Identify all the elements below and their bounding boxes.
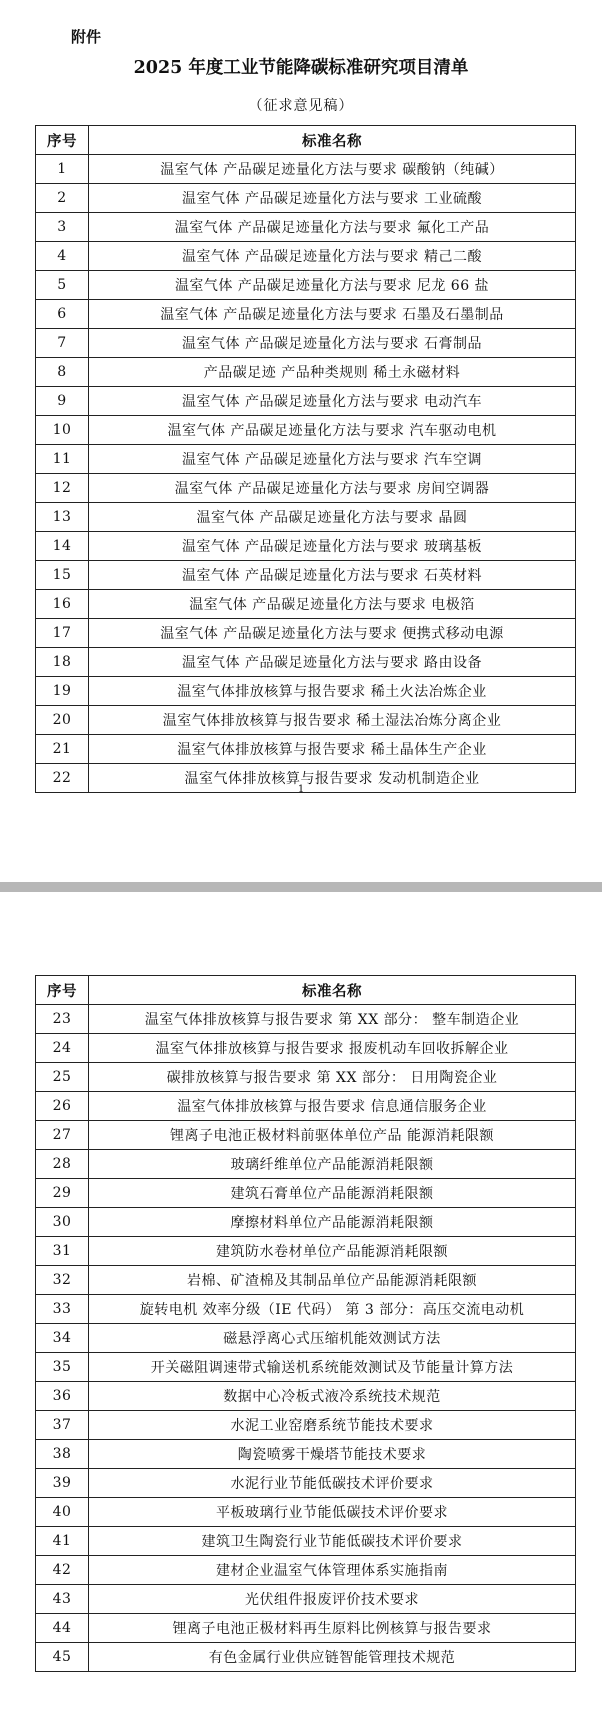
standard-name-cell: 温室气体 产品碳足迹量化方法与要求 工业硫酸	[89, 184, 576, 213]
header-serial-number: 序号	[36, 976, 89, 1005]
serial-number-cell: 31	[36, 1237, 89, 1266]
serial-number-cell: 26	[36, 1092, 89, 1121]
table-row	[36, 1411, 576, 1440]
serial-number-cell: 39	[36, 1469, 89, 1498]
serial-number-cell: 28	[36, 1150, 89, 1179]
table-row	[36, 590, 576, 619]
table-row	[36, 1121, 576, 1150]
standard-name-cell: 温室气体排放核算与报告要求 稀土晶体生产企业	[89, 735, 576, 764]
serial-number-cell: 14	[36, 532, 89, 561]
table-row	[36, 1643, 576, 1672]
table-row	[36, 1614, 576, 1643]
standard-name-cell: 建筑防水卷材单位产品能源消耗限额	[89, 1237, 576, 1266]
table-row	[36, 1295, 576, 1324]
page-number: 1	[297, 784, 305, 795]
serial-number-cell: 24	[36, 1034, 89, 1063]
table-row	[36, 1469, 576, 1498]
table-row	[36, 300, 576, 329]
table-row	[36, 532, 576, 561]
standard-name-cell: 温室气体排放核算与报告要求 发动机制造企业	[89, 764, 576, 793]
table-row	[36, 1527, 576, 1556]
serial-number-cell: 44	[36, 1614, 89, 1643]
serial-number-cell: 30	[36, 1208, 89, 1237]
table-row	[36, 1382, 576, 1411]
table-header-row	[36, 976, 576, 1005]
table-row	[36, 213, 576, 242]
table-row	[36, 242, 576, 271]
standard-name-cell: 温室气体 产品碳足迹量化方法与要求 精己二酸	[89, 242, 576, 271]
table-row	[36, 561, 576, 590]
table-row	[36, 1324, 576, 1353]
document-title: 2025 年度工业节能降碳标准研究项目清单	[133, 58, 469, 78]
serial-number-cell: 19	[36, 677, 89, 706]
standard-name-cell: 温室气体 产品碳足迹量化方法与要求 石墨及石墨制品	[89, 300, 576, 329]
serial-number-cell: 16	[36, 590, 89, 619]
standard-name-cell: 温室气体 产品碳足迹量化方法与要求 碳酸钠（纯碱）	[89, 155, 576, 184]
page-separator	[0, 850, 602, 906]
standard-name-cell: 玻璃纤维单位产品能源消耗限额	[89, 1150, 576, 1179]
standard-name-cell: 温室气体排放核算与报告要求 信息通信服务企业	[89, 1092, 576, 1121]
serial-number-cell: 23	[36, 1005, 89, 1034]
serial-number-cell: 3	[36, 213, 89, 242]
header-serial-number: 序号	[36, 126, 89, 155]
serial-number-cell: 37	[36, 1411, 89, 1440]
standard-name-cell: 温室气体排放核算与报告要求 稀土湿法冶炼分离企业	[89, 706, 576, 735]
table-row	[36, 184, 576, 213]
serial-number-cell: 15	[36, 561, 89, 590]
standard-name-cell: 水泥工业窑磨系统节能技术要求	[89, 1411, 576, 1440]
standard-name-cell: 温室气体 产品碳足迹量化方法与要求 汽车空调	[89, 445, 576, 474]
table-row	[36, 1440, 576, 1469]
header-standard-name: 标准名称	[89, 976, 576, 1005]
serial-number-cell: 8	[36, 358, 89, 387]
header-standard-name: 标准名称	[89, 126, 576, 155]
serial-number-cell: 12	[36, 474, 89, 503]
serial-number-cell: 33	[36, 1295, 89, 1324]
table-row	[36, 474, 576, 503]
standard-name-cell: 有色金属行业供应链智能管理技术规范	[89, 1643, 576, 1672]
standard-name-cell: 温室气体 产品碳足迹量化方法与要求 玻璃基板	[89, 532, 576, 561]
table-row	[36, 619, 576, 648]
serial-number-cell: 42	[36, 1556, 89, 1585]
table-row	[36, 1063, 576, 1092]
serial-number-cell: 7	[36, 329, 89, 358]
serial-number-cell: 21	[36, 735, 89, 764]
serial-number-cell: 27	[36, 1121, 89, 1150]
table-row	[36, 445, 576, 474]
serial-number-cell: 38	[36, 1440, 89, 1469]
serial-number-cell: 6	[36, 300, 89, 329]
table-row	[36, 358, 576, 387]
standards-table-page-2	[35, 975, 576, 1672]
standard-name-cell: 温室气体 产品碳足迹量化方法与要求 石英材料	[89, 561, 576, 590]
table-header-row	[36, 126, 576, 155]
attachment-label: 附件	[71, 28, 102, 46]
standard-name-cell: 温室气体 产品碳足迹量化方法与要求 便携式移动电源	[89, 619, 576, 648]
standard-name-cell: 温室气体 产品碳足迹量化方法与要求 汽车驱动电机	[89, 416, 576, 445]
serial-number-cell: 45	[36, 1643, 89, 1672]
table-row	[36, 416, 576, 445]
serial-number-cell: 13	[36, 503, 89, 532]
serial-number-cell: 36	[36, 1382, 89, 1411]
standard-name-cell: 陶瓷喷雾干燥塔节能技术要求	[89, 1440, 576, 1469]
serial-number-cell: 17	[36, 619, 89, 648]
serial-number-cell: 29	[36, 1179, 89, 1208]
table-row	[36, 1556, 576, 1585]
standard-name-cell: 磁悬浮离心式压缩机能效测试方法	[89, 1324, 576, 1353]
serial-number-cell: 22	[36, 764, 89, 793]
standard-name-cell: 温室气体 产品碳足迹量化方法与要求 路由设备	[89, 648, 576, 677]
serial-number-cell: 9	[36, 387, 89, 416]
table-row	[36, 1237, 576, 1266]
standard-name-cell: 温室气体 产品碳足迹量化方法与要求 电极箔	[89, 590, 576, 619]
table-row	[36, 329, 576, 358]
standard-name-cell: 锂离子电池正极材料前驱体单位产品 能源消耗限额	[89, 1121, 576, 1150]
standard-name-cell: 温室气体 产品碳足迹量化方法与要求 尼龙 66 盐	[89, 271, 576, 300]
table-row	[36, 1092, 576, 1121]
standard-name-cell: 锂离子电池正极材料再生原料比例核算与报告要求	[89, 1614, 576, 1643]
serial-number-cell: 2	[36, 184, 89, 213]
serial-number-cell: 43	[36, 1585, 89, 1614]
standard-name-cell: 建材企业温室气体管理体系实施指南	[89, 1556, 576, 1585]
serial-number-cell: 1	[36, 155, 89, 184]
table-row	[36, 271, 576, 300]
standard-name-cell: 水泥行业节能低碳技术评价要求	[89, 1469, 576, 1498]
standard-name-cell: 温室气体排放核算与报告要求 报废机动车回收拆解企业	[89, 1034, 576, 1063]
standard-name-cell: 岩棉、矿渣棉及其制品单位产品能源消耗限额	[89, 1266, 576, 1295]
standard-name-cell: 温室气体 产品碳足迹量化方法与要求 氟化工产品	[89, 213, 576, 242]
table-row	[36, 1585, 576, 1614]
standard-name-cell: 温室气体排放核算与报告要求 第 XX 部分： 整车制造企业	[89, 1005, 576, 1034]
serial-number-cell: 11	[36, 445, 89, 474]
standard-name-cell: 建筑石膏单位产品能源消耗限额	[89, 1179, 576, 1208]
serial-number-cell: 41	[36, 1527, 89, 1556]
table-row	[36, 648, 576, 677]
standard-name-cell: 温室气体 产品碳足迹量化方法与要求 石膏制品	[89, 329, 576, 358]
table-row	[36, 1353, 576, 1382]
serial-number-cell: 35	[36, 1353, 89, 1382]
serial-number-cell: 18	[36, 648, 89, 677]
standard-name-cell: 平板玻璃行业节能低碳技术评价要求	[89, 1498, 576, 1527]
table-row	[36, 1208, 576, 1237]
table-row	[36, 155, 576, 184]
standard-name-cell: 温室气体 产品碳足迹量化方法与要求 房间空调器	[89, 474, 576, 503]
table-row	[36, 1266, 576, 1295]
table-row	[36, 1498, 576, 1527]
serial-number-cell: 32	[36, 1266, 89, 1295]
page-gap-bar	[0, 882, 602, 892]
table-row	[36, 706, 576, 735]
table-row	[36, 735, 576, 764]
standard-name-cell: 建筑卫生陶瓷行业节能低碳技术评价要求	[89, 1527, 576, 1556]
standard-name-cell: 数据中心冷板式液冷系统技术规范	[89, 1382, 576, 1411]
serial-number-cell: 20	[36, 706, 89, 735]
standard-name-cell: 旋转电机 效率分级（IE 代码） 第 3 部分：高压交流电动机	[89, 1295, 576, 1324]
serial-number-cell: 10	[36, 416, 89, 445]
table-row	[36, 1005, 576, 1034]
standard-name-cell: 温室气体 产品碳足迹量化方法与要求 电动汽车	[89, 387, 576, 416]
serial-number-cell: 4	[36, 242, 89, 271]
document-subtitle: （征求意见稿）	[248, 98, 354, 114]
standard-name-cell: 产品碳足迹 产品种类规则 稀土永磁材料	[89, 358, 576, 387]
standards-table-page-1	[35, 125, 576, 793]
standard-name-cell: 摩擦材料单位产品能源消耗限额	[89, 1208, 576, 1237]
table-row	[36, 503, 576, 532]
table-row	[36, 1150, 576, 1179]
standard-name-cell: 光伏组件报废评价技术要求	[89, 1585, 576, 1614]
table-row	[36, 387, 576, 416]
standard-name-cell: 开关磁阻调速带式输送机系统能效测试及节能量计算方法	[89, 1353, 576, 1382]
serial-number-cell: 25	[36, 1063, 89, 1092]
standard-name-cell: 碳排放核算与报告要求 第 XX 部分： 日用陶瓷企业	[89, 1063, 576, 1092]
table-row	[36, 1034, 576, 1063]
document-page-1	[0, 0, 602, 850]
table-row	[36, 1179, 576, 1208]
table-row	[36, 677, 576, 706]
standard-name-cell: 温室气体 产品碳足迹量化方法与要求 晶圆	[89, 503, 576, 532]
standard-name-cell: 温室气体排放核算与报告要求 稀土火法冶炼企业	[89, 677, 576, 706]
serial-number-cell: 5	[36, 271, 89, 300]
serial-number-cell: 34	[36, 1324, 89, 1353]
serial-number-cell: 40	[36, 1498, 89, 1527]
